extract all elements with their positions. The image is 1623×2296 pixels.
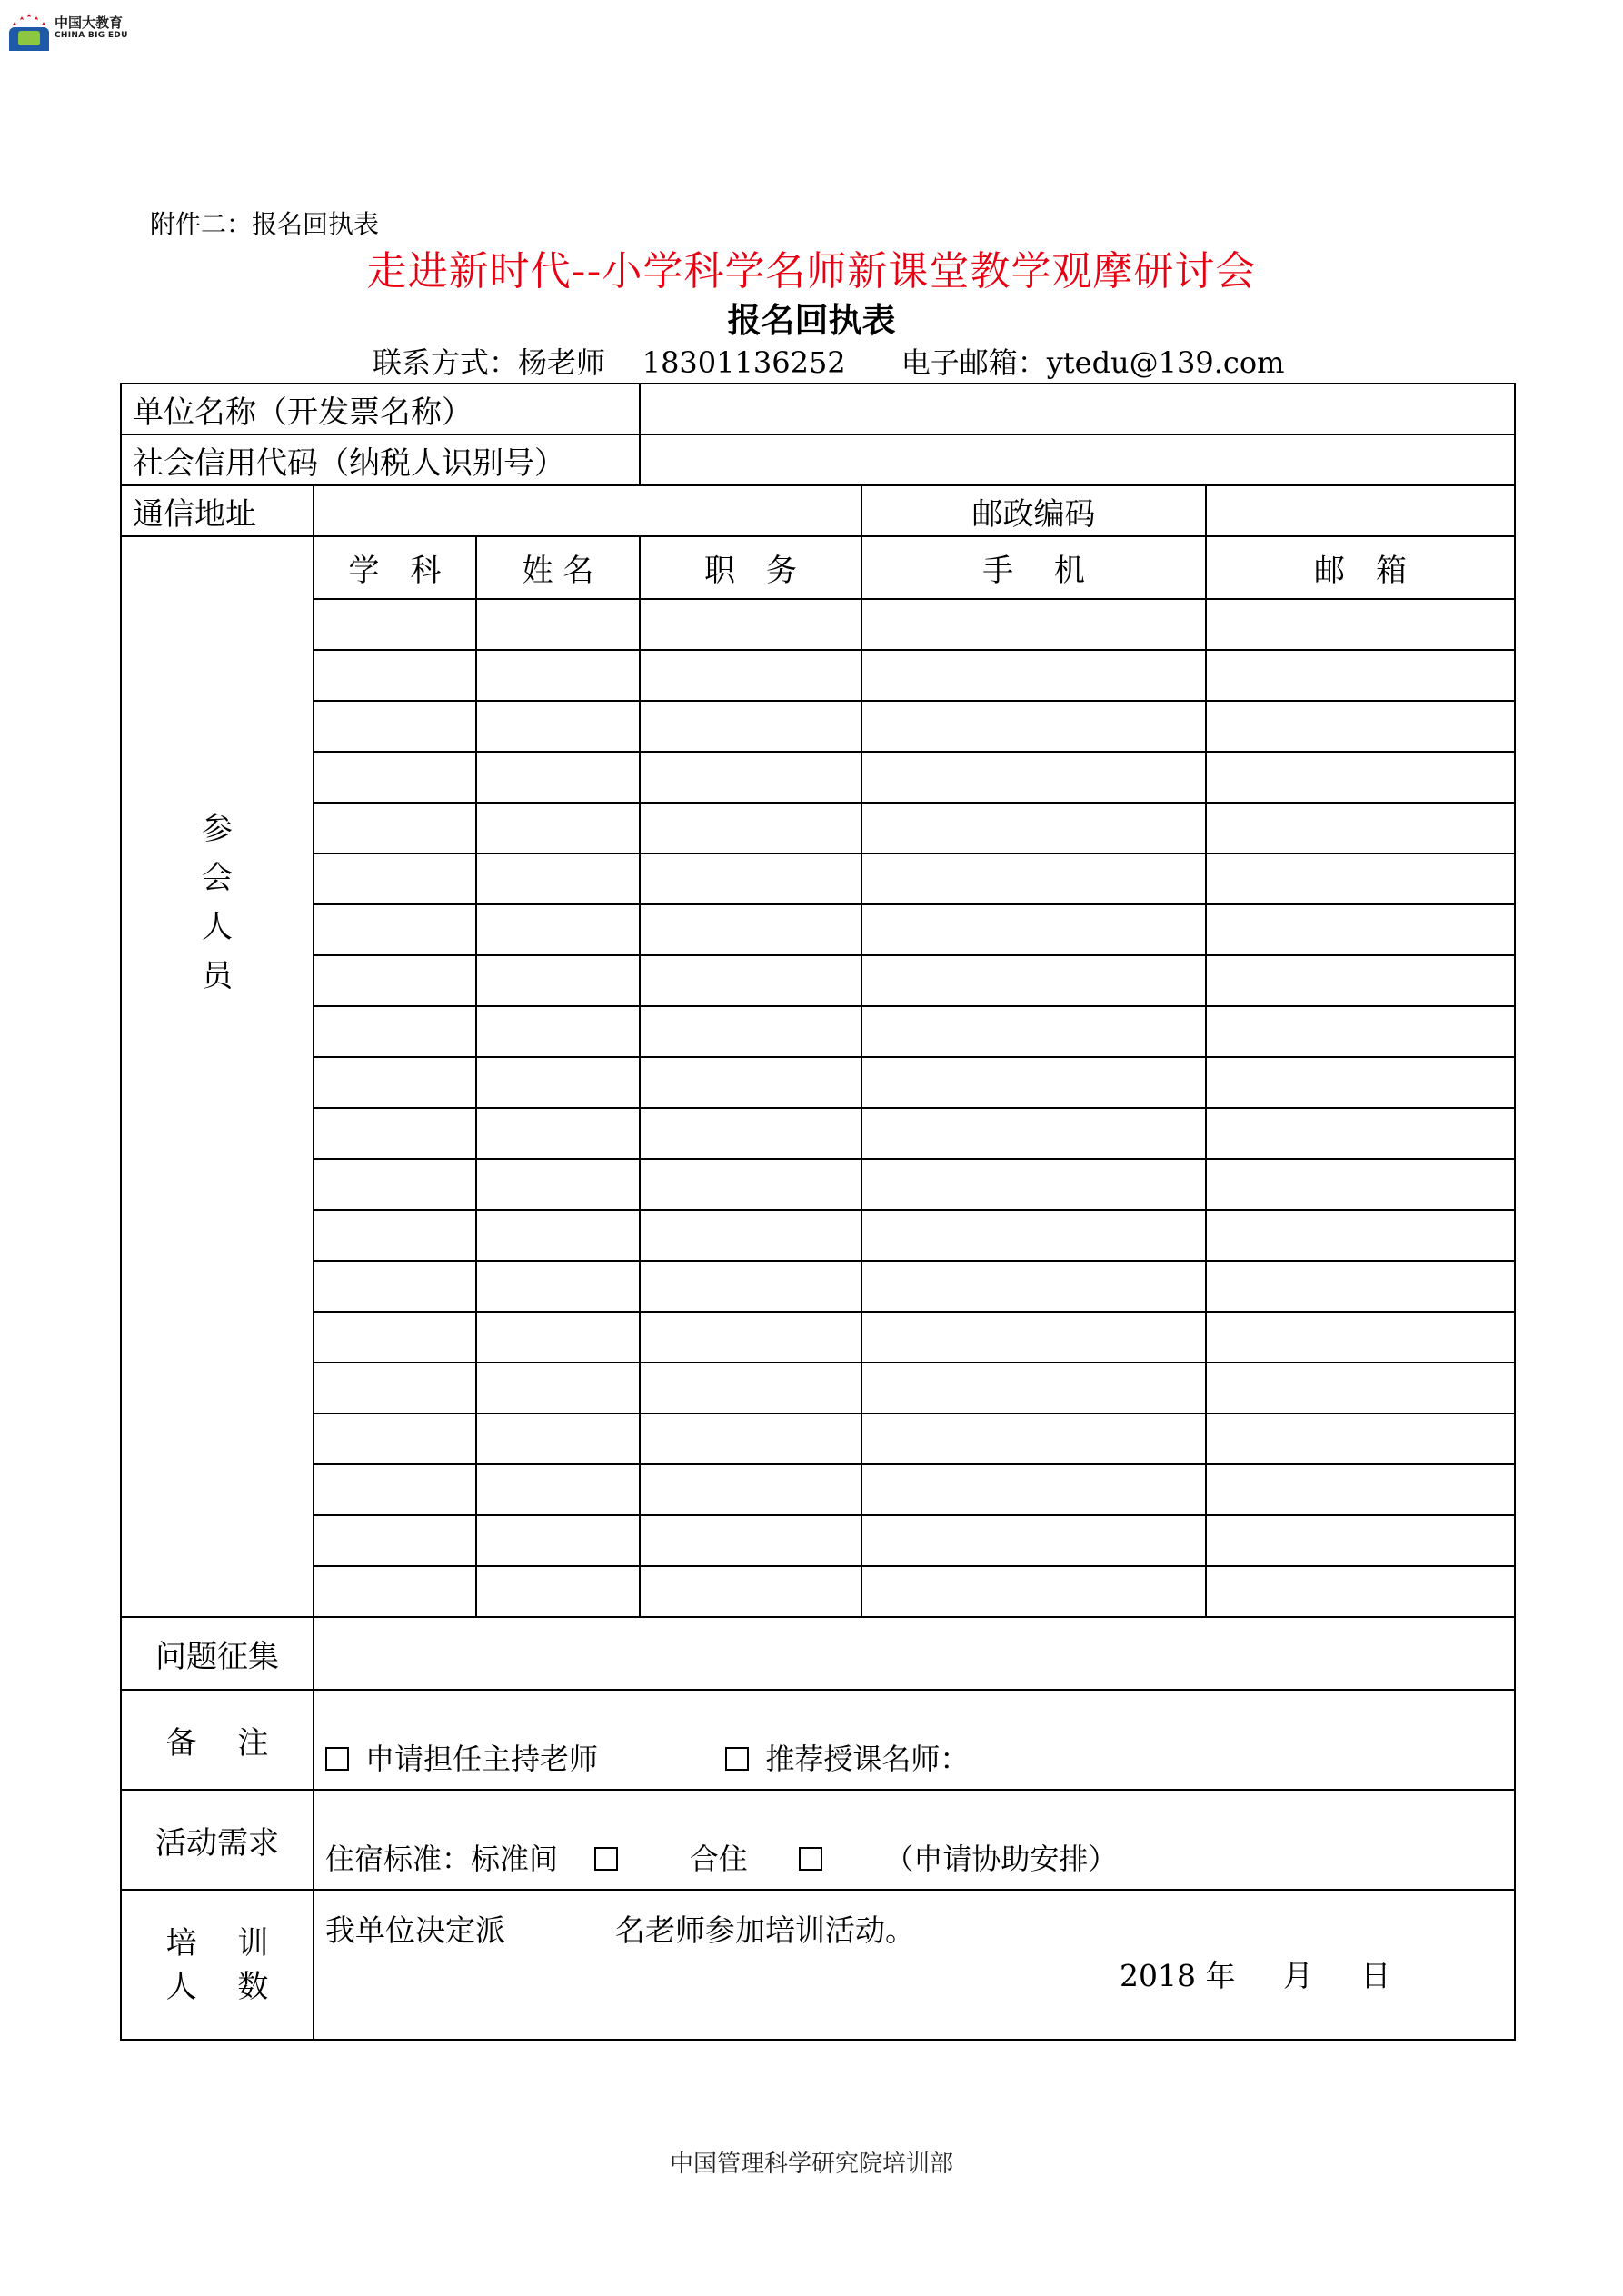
cell[interactable]: [640, 599, 861, 650]
cell[interactable]: [861, 955, 1206, 1006]
cell[interactable]: [476, 1006, 640, 1057]
table-row[interactable]: [121, 904, 1515, 955]
cell[interactable]: [1206, 1108, 1515, 1159]
table-row[interactable]: [121, 1312, 1515, 1363]
cell[interactable]: [314, 1515, 476, 1566]
cell[interactable]: [1206, 1464, 1515, 1515]
shared-room-checkbox[interactable]: [799, 1847, 822, 1871]
cell[interactable]: [1206, 854, 1515, 904]
cell[interactable]: [640, 1464, 861, 1515]
standard-room-checkbox[interactable]: [594, 1847, 618, 1871]
cell[interactable]: [314, 1566, 476, 1617]
cell[interactable]: [1206, 752, 1515, 803]
cell[interactable]: [314, 1108, 476, 1159]
cell[interactable]: [861, 1566, 1206, 1617]
cell[interactable]: [476, 1108, 640, 1159]
cell[interactable]: [314, 1210, 476, 1261]
activity-label: 活动需求: [121, 1790, 314, 1890]
cell[interactable]: [1206, 1413, 1515, 1464]
attachment-label: 附件二：报名回执表: [150, 209, 380, 239]
unit-name-label: 单位名称（开发票名称）: [121, 384, 640, 434]
cell[interactable]: [314, 1363, 476, 1413]
table-row[interactable]: [121, 1515, 1515, 1566]
credit-code-field[interactable]: [640, 434, 1515, 485]
table-row[interactable]: [121, 599, 1515, 650]
cell[interactable]: [1206, 1515, 1515, 1566]
table-row[interactable]: [121, 1413, 1515, 1464]
cell[interactable]: [476, 1312, 640, 1363]
cell[interactable]: [1206, 1363, 1515, 1413]
cell[interactable]: [640, 1159, 861, 1210]
recommend-teacher-label: 推荐授课名师：: [765, 1742, 970, 1776]
column-header-mobile: 手 机: [861, 536, 1206, 599]
table-row[interactable]: [121, 650, 1515, 701]
cell[interactable]: [1206, 904, 1515, 955]
cell[interactable]: [640, 752, 861, 803]
cell[interactable]: [1206, 1057, 1515, 1108]
cell[interactable]: [861, 1515, 1206, 1566]
cell[interactable]: [861, 1108, 1206, 1159]
cell[interactable]: [314, 1057, 476, 1108]
cell[interactable]: [640, 1312, 861, 1363]
host-teacher-checkbox[interactable]: [325, 1747, 349, 1771]
cell[interactable]: [476, 803, 640, 854]
date-line: 2018 年 月 日: [1120, 1958, 1391, 1993]
contact-line: [373, 340, 1284, 382]
cell[interactable]: [861, 1261, 1206, 1312]
page-subtitle: 报名回执表: [727, 301, 896, 340]
column-header-subject: 学 科: [314, 536, 476, 599]
cell[interactable]: [314, 650, 476, 701]
cell[interactable]: [314, 701, 476, 752]
table-row[interactable]: [121, 1210, 1515, 1261]
cell[interactable]: [640, 1363, 861, 1413]
column-header-position: 职 务: [640, 536, 861, 599]
address-field[interactable]: [314, 485, 861, 536]
table-row[interactable]: [121, 1261, 1515, 1312]
table-row[interactable]: [121, 854, 1515, 904]
cell[interactable]: [476, 955, 640, 1006]
contact-email: 电子邮箱：ytedu@139.com: [901, 345, 1285, 380]
cell[interactable]: [476, 1464, 640, 1515]
cell[interactable]: [640, 955, 861, 1006]
cell[interactable]: [476, 854, 640, 904]
table-row[interactable]: [121, 701, 1515, 752]
cell[interactable]: [640, 701, 861, 752]
cell[interactable]: [476, 1210, 640, 1261]
cell[interactable]: [640, 803, 861, 854]
cell[interactable]: [476, 1566, 640, 1617]
cell[interactable]: [861, 1464, 1206, 1515]
cell[interactable]: [861, 1312, 1206, 1363]
cell[interactable]: [861, 1363, 1206, 1413]
cell[interactable]: [1206, 599, 1515, 650]
cell[interactable]: [640, 1413, 861, 1464]
page-title: 走进新时代--小学科学名师新课堂教学观摩研讨会: [366, 248, 1257, 294]
table-row[interactable]: [121, 803, 1515, 854]
cell[interactable]: [640, 650, 861, 701]
cell[interactable]: [314, 904, 476, 955]
question-field[interactable]: [314, 1617, 1515, 1690]
cell[interactable]: [640, 1261, 861, 1312]
training-text-b: 名老师参加培训活动。: [615, 1912, 915, 1948]
cell[interactable]: [861, 1006, 1206, 1057]
contact-phone: 18301136252: [642, 345, 846, 380]
column-header-email: 邮 箱: [1206, 536, 1515, 599]
unit-name-field[interactable]: [640, 384, 1515, 434]
cell[interactable]: [476, 1413, 640, 1464]
cell[interactable]: [861, 599, 1206, 650]
cell[interactable]: [1206, 650, 1515, 701]
cell[interactable]: [476, 650, 640, 701]
cell[interactable]: [861, 803, 1206, 854]
cell[interactable]: [861, 1159, 1206, 1210]
cell[interactable]: [314, 1464, 476, 1515]
table-row[interactable]: [121, 1566, 1515, 1617]
cell[interactable]: [1206, 1210, 1515, 1261]
postcode-field[interactable]: [1206, 485, 1515, 536]
cell[interactable]: [476, 1261, 640, 1312]
cell[interactable]: [314, 854, 476, 904]
cell[interactable]: [640, 1057, 861, 1108]
cell[interactable]: [640, 1515, 861, 1566]
table-row[interactable]: [121, 955, 1515, 1006]
contact-person: 联系方式：杨老师: [373, 345, 606, 380]
cell[interactable]: [1206, 1159, 1515, 1210]
accommodation-label: 住宿标准：标准间: [325, 1842, 559, 1876]
host-teacher-label: 申请担任主持老师: [365, 1742, 599, 1776]
cell[interactable]: [640, 854, 861, 904]
cell[interactable]: [476, 1363, 640, 1413]
footer-organization: 中国管理科学研究院培训部: [669, 2151, 953, 2178]
table-row[interactable]: [121, 752, 1515, 803]
cell[interactable]: [476, 904, 640, 955]
cell[interactable]: [640, 1210, 861, 1261]
cell[interactable]: [314, 1006, 476, 1057]
participants-label: 参 会 人 员: [121, 536, 314, 1617]
table-row[interactable]: [121, 1006, 1515, 1057]
table-row[interactable]: [121, 1108, 1515, 1159]
table-row[interactable]: [121, 1057, 1515, 1108]
cell[interactable]: [1206, 1566, 1515, 1617]
training-count-label: 培 训 人 数: [121, 1890, 314, 2040]
postcode-label: 邮政编码: [861, 485, 1206, 536]
cell[interactable]: [314, 1413, 476, 1464]
cell[interactable]: [861, 904, 1206, 955]
cell[interactable]: [1206, 1312, 1515, 1363]
cell[interactable]: [314, 803, 476, 854]
cell[interactable]: [314, 1159, 476, 1210]
cell[interactable]: [861, 1057, 1206, 1108]
cell[interactable]: [476, 1159, 640, 1210]
address-label: 通信地址: [121, 485, 314, 536]
cell[interactable]: [1206, 1261, 1515, 1312]
cell[interactable]: [1206, 1006, 1515, 1057]
cell[interactable]: [640, 1108, 861, 1159]
cell[interactable]: [1206, 803, 1515, 854]
cell[interactable]: [640, 1006, 861, 1057]
cell[interactable]: [861, 752, 1206, 803]
cell[interactable]: [476, 1057, 640, 1108]
cell[interactable]: [861, 650, 1206, 701]
table-row[interactable]: [121, 1159, 1515, 1210]
remarks-label: 备 注: [121, 1690, 314, 1790]
cell[interactable]: [861, 1210, 1206, 1261]
logo-text: 中国大教育: [55, 15, 124, 31]
assistance-note: （申请协助安排）: [884, 1842, 1118, 1876]
table-row[interactable]: [121, 1464, 1515, 1515]
recommend-teacher-checkbox[interactable]: [725, 1747, 749, 1771]
cell[interactable]: [314, 1261, 476, 1312]
cell[interactable]: [1206, 701, 1515, 752]
cell[interactable]: [640, 904, 861, 955]
shared-room-label: 合住: [689, 1842, 748, 1876]
cell[interactable]: [314, 955, 476, 1006]
registration-form: [120, 383, 1516, 2041]
cell[interactable]: [861, 701, 1206, 752]
cell[interactable]: [640, 1566, 861, 1617]
credit-code-label: 社会信用代码（纳税人识别号）: [121, 434, 640, 485]
question-label: 问题征集: [121, 1617, 314, 1690]
table-row[interactable]: [121, 1363, 1515, 1413]
cell[interactable]: [314, 599, 476, 650]
cell[interactable]: [1206, 955, 1515, 1006]
cell[interactable]: [314, 1312, 476, 1363]
cell[interactable]: [861, 854, 1206, 904]
cell[interactable]: [476, 752, 640, 803]
logo-text-en: CHINA BIG EDU: [55, 31, 128, 40]
cell[interactable]: [476, 1515, 640, 1566]
training-text-a: 我单位决定派: [325, 1912, 505, 1948]
cell[interactable]: [476, 599, 640, 650]
cell[interactable]: [314, 752, 476, 803]
cell[interactable]: [476, 701, 640, 752]
column-header-name: 姓 名: [476, 536, 640, 599]
cell[interactable]: [861, 1413, 1206, 1464]
